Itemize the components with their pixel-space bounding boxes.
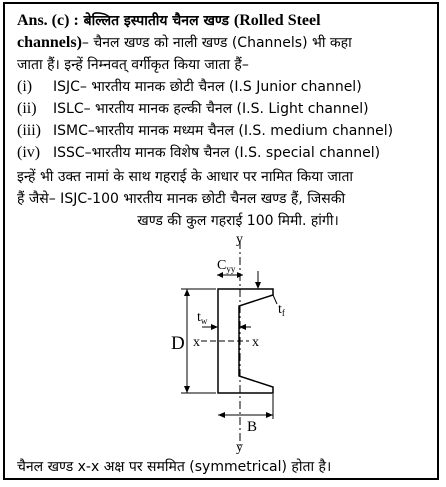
heading-line <box>17 10 431 32</box>
depth-label: D <box>171 333 185 354</box>
list-text: ISJC– भारतीय मानक छोटी चैनल (I.S Junior channel) <box>53 79 362 95</box>
tf-leader <box>273 295 277 304</box>
list-number: (iii) <box>17 122 41 139</box>
heading-title-english-2: channels) <box>17 34 82 51</box>
list-item <box>17 120 431 142</box>
tf-arrowhead-top <box>255 282 261 289</box>
list-text: ISSC–भारतीय मानक विशेष चैनल (I.S. special channel) <box>53 145 381 161</box>
tw-arrowhead-left <box>211 324 218 330</box>
paragraph-line: इन्हें भी उक्त नामां के साथ गहराई के आधार पर नामित किया जाता <box>17 169 354 185</box>
channel-section-diagram <box>5 229 437 454</box>
paragraph-line: खण्ड की कुल गहराई 100 मिमी. हांगी। <box>137 213 339 229</box>
list-item <box>17 76 431 98</box>
channel-section-shape <box>218 289 273 393</box>
x-axis-label-right: x <box>252 335 259 350</box>
heading-title-english: (Rolled Steel <box>233 12 321 29</box>
x-axis-label-left: x <box>193 335 200 350</box>
y-axis-label-top: y <box>236 232 243 247</box>
intro-text: – चैनल खण्ड को नाली खण्ड (Channels) भी कहा <box>81 35 352 51</box>
list-number: (ii) <box>17 100 37 117</box>
tf-label: $t_f$ <box>278 302 285 318</box>
breadth-arrow-left <box>218 412 225 418</box>
list-item <box>17 142 431 164</box>
list-number: (iv) <box>17 144 41 161</box>
intro-text-2: जाता हैं। इन्हें निम्नवत् वर्गीकृत किया जाता हैं– <box>17 57 249 73</box>
cyy-label: $C_{yy}$ <box>217 258 236 274</box>
tw-label: $t_w$ <box>197 310 208 326</box>
list-text: ISLC– भारतीय मानक हल्की चैनल (I.S. Light channel) <box>53 101 369 117</box>
paragraph-line: हैं जैसे– ISJC-100 भारतीय मानक छोटी चैनल खण्ड हैं, जिसकी <box>17 191 346 207</box>
list-text: ISMC–भारतीय मानक मध्यम चैनल (I.S. medium channel) <box>53 123 394 139</box>
footer-text: चैनल खण्ड x-x अक्ष पर सममित (symmetrical) होता है। <box>17 459 332 475</box>
y-axis-label-bottom: y <box>236 440 243 454</box>
list-item <box>17 98 431 120</box>
heading-title-hindi: बेल्लित इस्पातीय चैनल खण्ड <box>78 13 234 29</box>
depth-arrow-bottom <box>184 386 190 393</box>
answer-box <box>3 2 439 480</box>
breadth-arrow-right <box>266 412 273 418</box>
answer-label: Ans. (c) : <box>17 12 79 29</box>
breadth-label: B <box>247 419 258 435</box>
depth-arrow-top <box>184 289 190 296</box>
list-number: (i) <box>17 78 33 95</box>
heading-line-2 <box>17 32 431 54</box>
